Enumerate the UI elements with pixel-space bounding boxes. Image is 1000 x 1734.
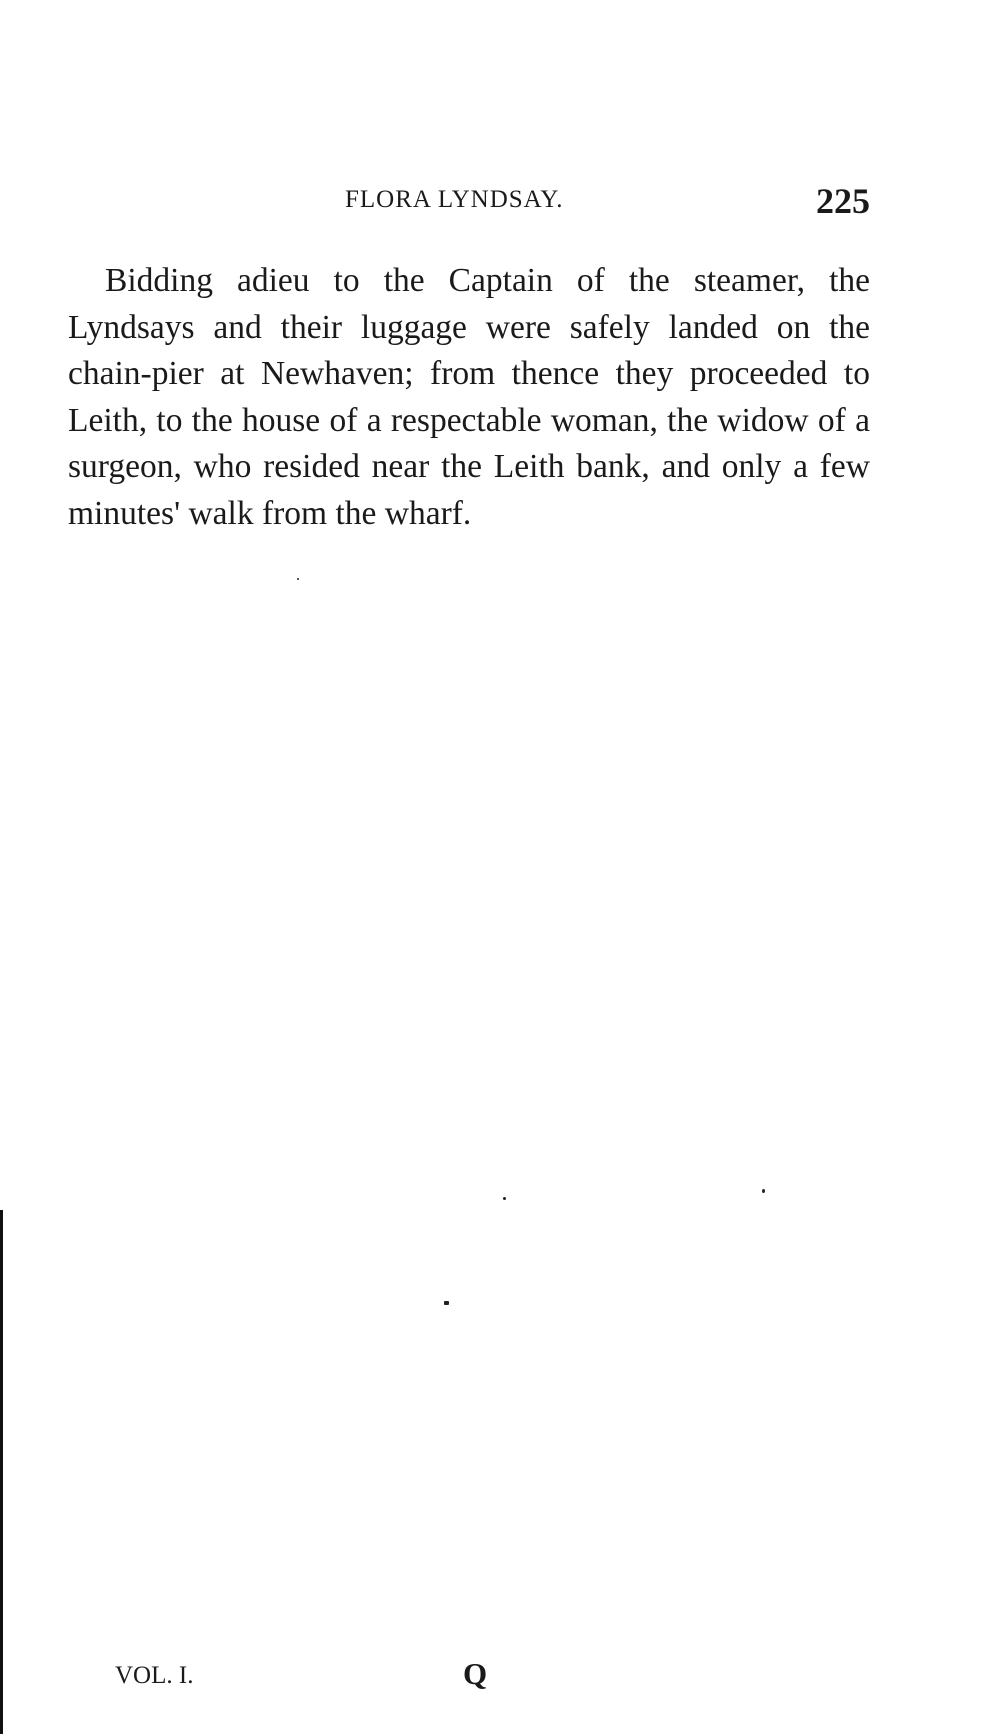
ink-speck: [762, 1189, 765, 1193]
running-title: FLORA LYNDSAY.: [345, 186, 564, 213]
page-edge-shadow: [0, 1210, 3, 1734]
paragraph: Bidding adieu to the Captain of the steamer, the Lyndsays and their luggage were safely landed on the chain-pier at Newhaven; from thence they proceeded to Leith, to the house of a respectable woman, the widow of a surgeon, who resided near the Leith bank, and only a few minutes' walk from the wharf.: [68, 262, 870, 532]
ink-speck: [503, 1197, 506, 1200]
ink-speck: [444, 1301, 449, 1305]
signature-mark: Q: [463, 1656, 488, 1691]
page-number: 225: [816, 181, 870, 221]
volume-marker: VOL. I.: [115, 1662, 194, 1689]
ink-speck: [297, 578, 299, 580]
body-text: [68, 258, 870, 537]
